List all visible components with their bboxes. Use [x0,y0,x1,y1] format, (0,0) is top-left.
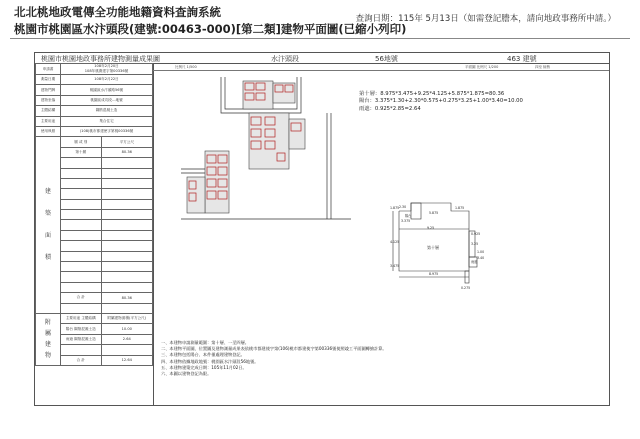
total-label: 合 計 [61,293,102,303]
cell-value: 108年2月22日 [61,75,153,85]
cell-value: 鋼筋混凝土造 [61,106,153,116]
floor-plan [389,197,489,297]
check-label: 四至 檢核 [535,65,551,69]
dim-label: 1.00 [477,250,485,254]
note-line: 六、本圖以建物登記為限。 [161,371,212,377]
att-header: 附屬建物面積(平方公尺) [101,313,152,323]
note-line: 二、本建物平面圖、位置圖及建物測量成果表依桃市都建使字第(106)桃市都建使字第00336號使照竣工平面圖轉繪計算。 [161,346,387,352]
dim-label: 4.125 [390,240,400,244]
att-total-label: 合 計 [61,355,102,365]
scale-label: 比例尺 1/500 [175,65,197,69]
header-divider [10,38,630,39]
area-calculation [359,91,523,113]
dim-label: 2.30 [399,205,407,209]
cell-value: 桃園區水汴頭路56號 [61,85,153,95]
cell-label: 建物門牌 [36,85,61,95]
dim-label: 3.25 [471,242,479,246]
building-number: 463 建號 [507,55,537,63]
side-char: 積 [44,254,51,262]
location-map [181,73,351,223]
att-header: 主要用途 主體結構 [61,313,102,323]
cell-label: 測量日期 [36,75,61,85]
dim-label: 1.875 [390,206,400,210]
side-char: 面 [44,232,51,240]
dim-label: 1.875 [455,206,465,210]
side-char: 屬 [44,330,51,338]
dim-label: 0.275 [461,286,471,290]
dim-label: 3.475 [390,264,400,268]
scale-row-divider [153,70,609,71]
cell-value: 108年桃測建字第00336號 [84,69,129,73]
calc-line: 第十層：8.975*3.475+9.25*4.125+5.875*1.875=80.36 [359,91,505,97]
document-subtitle: 桃園市桃園區水汴頭段(建號:00463-000)[第二類]建物平面圖(已縮小列印) [14,22,407,36]
side-char: 建 [44,188,51,196]
area-header: 層 或 別 [61,137,102,147]
dim-label: 5.875 [429,211,439,215]
dim-label: 9.25 [427,226,435,230]
total-value: 80.36 [101,293,152,303]
survey-sheet [34,52,610,406]
side-char: 建 [44,341,51,349]
area-header: 平方公尺 [101,137,152,147]
note-line: 四、本建物依據地政地號：桃園區水汴頭段56地號。 [161,358,259,364]
floor-label: 第十層 [427,245,439,250]
building-info-table [35,63,153,366]
cell-label: 建物坐落 [36,95,61,105]
floor-name: 第十層 [61,147,102,157]
floor-area: 80.36 [101,147,152,157]
note-line: 一、本建物申請測量範圍：第十層、一至四層。 [161,340,249,345]
calc-line: 陽台：3.375*1.30+2.30*0.575+0.275*3.25+1.00*3.40=10.00 [359,98,523,105]
att-row: 陽台 鋼筋混凝土造 [61,324,102,334]
side-char: 物 [44,352,51,360]
system-title: 北北桃地政電傳全功能地籍資料查詢系統 [14,5,221,19]
side-char: 附 [44,319,51,327]
cell-value: 108年2月20日 [94,64,119,68]
query-date: 查詢日期：115年 5月13日（如需登記謄本，請向地政事務所申請。） [355,14,616,24]
canopy-label: 雨遮 [471,260,478,264]
cell-label: 使用執照 [36,126,61,136]
dim-label: 8.975 [429,272,439,276]
table-divider [153,63,154,405]
att-area: 2.64 [101,334,152,344]
dim-label: 3.40 [477,256,485,260]
cell-label: 申請書 [36,64,61,75]
section-name: 水汴頭段 [271,55,299,63]
cell-value: 集合住宅 [61,116,153,126]
att-row: 雨遮 鋼筋混凝土造 [61,334,102,344]
att-total-value: 12.64 [101,355,152,365]
dim-label: 0.925 [471,232,481,236]
att-area: 10.00 [101,324,152,334]
notes-block [161,340,387,377]
balcony-label: 陽台 [405,214,412,218]
side-char: 築 [44,210,51,218]
cell-label: 主要用途 [36,116,61,126]
office-title: 桃園市桃園地政事務所建物測量成果圖 [41,55,160,63]
land-number: 56地號 [375,55,398,63]
note-line: 五、本建物建築完成日期：105年11月02日。 [161,364,247,370]
dim-label: 3.375 [401,219,411,223]
plan-scale-label: 平面圖 比例尺 1/200 [465,65,499,69]
calc-line: 雨遮：0.925*2.85=2.64 [359,105,421,112]
cell-value: 桃園區成功段…地號 [61,95,153,105]
cell-label: 主體結構 [36,106,61,116]
cell-value: (108)桃市都建使字第桃00336號 [61,126,153,136]
note-line: 三、本建物包括陽台、本件僅處理建物登記。 [161,352,245,358]
